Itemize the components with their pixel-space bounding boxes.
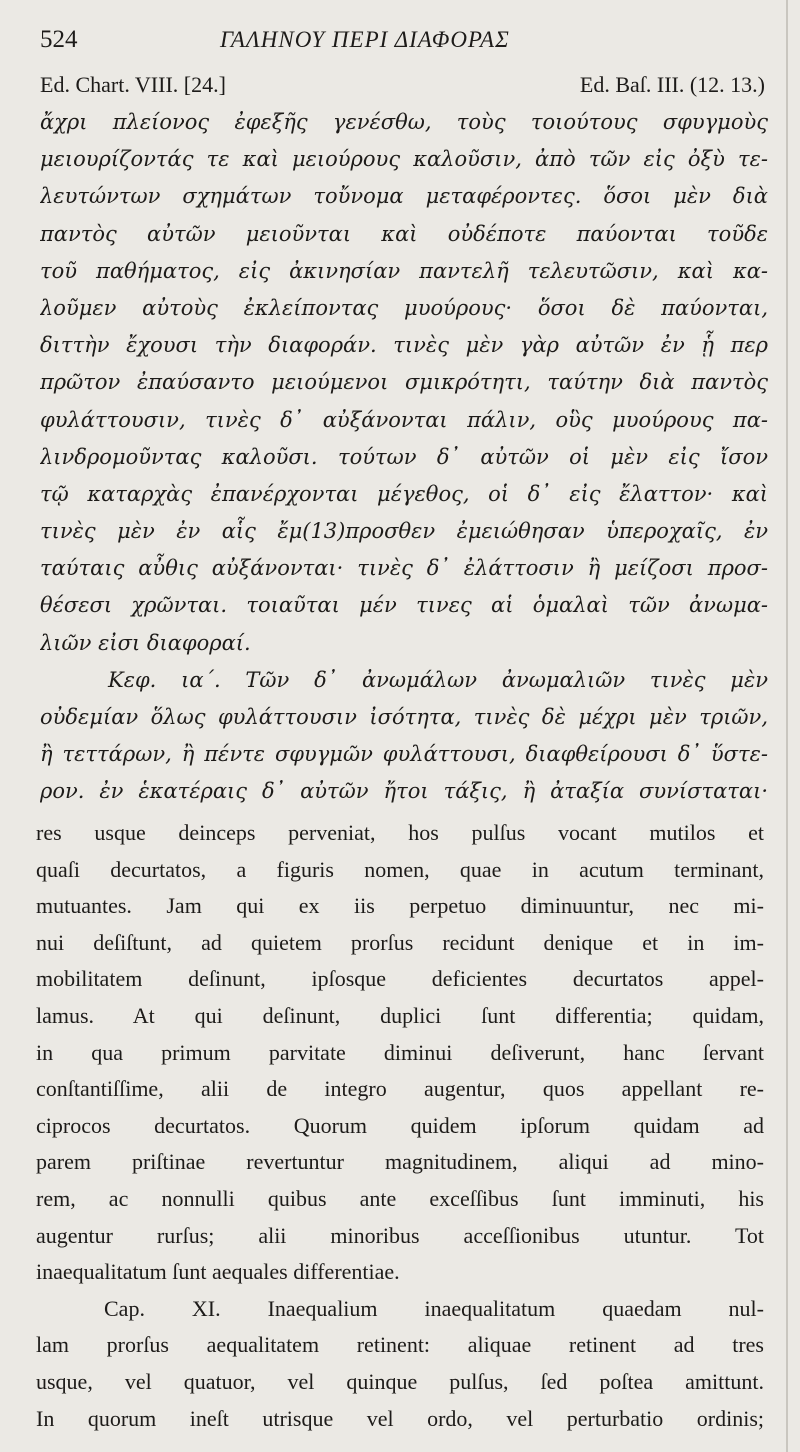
latin-line: in qua primum parvitate diminui deſiverunt, hanc ſervant [36, 1039, 764, 1065]
greek-line: τινὲς μὲν ἐν αἷς ἔμ(13)προσθεν ἐμειώθησαν ὑπεροχαῖς, ἐν [40, 519, 768, 544]
greek-line: μειουρίζοντάς τε καὶ μειούρους καλοῦσιν, ἀπὸ τῶν εἰς ὀξὺ τε- [40, 147, 768, 172]
greek-line: ρον. ἐν ἑκατέραις δ᾽ αὐτῶν ἤτοι τάξις, ἢ ἀταξία συνίσταται· [40, 779, 768, 804]
edition-chartier: Ed. Chart. VIII. [24.] [40, 72, 226, 97]
latin-line: inaequalitatum ſunt aequales differentiae. [36, 1259, 400, 1285]
greek-chapter-heading-line: Κεφ. ια΄. Τῶν δ᾽ ἀνωμάλων ἀνωμαλιῶν τινὲς μὲν [108, 667, 768, 692]
latin-line: mobilitatem deſinunt, ipſosque deficientes decurtatos appel- [36, 966, 764, 992]
greek-line: θέσεσι χρῶνται. τοιαῦται μέν τινες αἱ ὁμαλαὶ τῶν ἀνωμα- [40, 593, 768, 618]
latin-chapter-heading-line: Cap. XI. Inaequalium inaequalitatum quaedam nul- [104, 1295, 764, 1321]
greek-text [40, 104, 768, 811]
greek-line: ἄχρι πλείονος ἐφεξῆς γενέσθω, τοὺς τοιούτους σφυγμοὺς [40, 110, 768, 134]
greek-line: λευτώντων σχημάτων τοὔνομα μεταφέροντες. ὅσοι μὲν διὰ [40, 184, 768, 209]
latin-line: In quorum ineſt utrisque vel ordo, vel perturbatio ordinis; [36, 1405, 764, 1431]
latin-line: ciprocos decurtatos. Quorum quidem ipſorum quidam ad [36, 1112, 764, 1138]
greek-line: ταύταις αὖθις αὐξάνονται· τινὲς δ᾽ ἐλάττοσιν ἢ μείζοσι προσ- [40, 556, 768, 581]
latin-text [36, 815, 764, 1437]
greek-line: τῷ καταρχὰς ἐπανέρχονται μέγεθος, οἱ δ᾽ εἰς ἔλαττον· καὶ [40, 481, 768, 506]
page-number: 524 [40, 26, 78, 53]
greek-line: τοῦ παθήματος, εἰς ἀκινησίαν παντελῆ τελευτῶσιν, καὶ κα- [40, 258, 768, 283]
latin-line: usque, vel quatuor, vel quinque pulſus, ſed poſtea amittunt. [36, 1368, 764, 1394]
greek-line: διττὴν ἔχουσι τὴν διαφοράν. τινὲς μὲν γὰρ αὐτῶν ἐν ᾗ περ [40, 333, 768, 358]
latin-line: augentur rurſus; alii minoribus acceſſionibus utuntur. Tot [36, 1222, 764, 1248]
latin-line: quaſi decurtatos, a figuris nomen, quae in acutum terminant, [36, 856, 764, 882]
latin-line: res usque deinceps perveniat, hos pulſus vocant mutilos et [36, 820, 764, 845]
latin-line: nui deſiſtunt, ad quietem prorſus recidunt denique et in im- [36, 929, 764, 955]
greek-line: λιῶν εἰσι διαφοραί. [40, 630, 251, 655]
greek-line: πρῶτον ἐπαύσαντο μειούμενοι σμικρότητι, ταύτην διὰ παντὸς [40, 370, 768, 395]
page-edge-shadow [786, 0, 788, 1452]
greek-line: παντὸς αὐτῶν μειοῦνται καὶ οὐδέποτε παύονται τοῦδε [40, 221, 768, 246]
greek-line: φυλάττουσιν, τινὲς δ᾽ αὐξάνονται πάλιν, οὓς μυούρους πα- [40, 407, 768, 432]
latin-line: lam prorſus aequalitatem retinent: aliquae retinent ad tres [36, 1332, 764, 1358]
latin-line: conſtantiſſime, alii de integro augentur, quos appellant re- [36, 1076, 764, 1102]
greek-line: οὐδεμίαν ὅλως φυλάττουσιν ἰσότητα, τινὲς δὲ μέχρι μὲν τριῶν, [40, 705, 768, 729]
running-title: ΓΑΛΗΝΟΥ ΠΕΡΙ ΔΙΑΦΟΡΑΣ [220, 27, 510, 52]
latin-line: lamus. At qui deſinunt, duplici ſunt differentia; quidam, [36, 1002, 764, 1028]
latin-line: mutuantes. Jam qui ex iis perpetuo diminuuntur, nec mi- [36, 893, 764, 919]
greek-line: ἢ τεττάρων, ἢ πέντε σφυγμῶν φυλάττουσι, διαφθείρουσι δ᾽ ὕστε- [40, 742, 768, 767]
greek-line: λινδρομοῦντας καλοῦσι. τούτων δ᾽ αὐτῶν οἱ μὲν εἰς ἴσον [40, 444, 768, 469]
edition-basel: Ed. Baſ. III. (12. 13.) [579, 72, 765, 97]
edition-references [40, 72, 765, 100]
latin-line: rem, ac nonnulli quibus ante exceſſibus ſunt imminuti, his [36, 1185, 764, 1211]
greek-line: λοῦμεν αὐτοὺς ἐκλείποντας μυούρους· ὅσοι δὲ παύονται, [40, 295, 768, 320]
latin-line: parem priſtinae revertuntur magnitudinem, aliqui ad mino- [36, 1149, 764, 1175]
page-header [40, 26, 770, 64]
